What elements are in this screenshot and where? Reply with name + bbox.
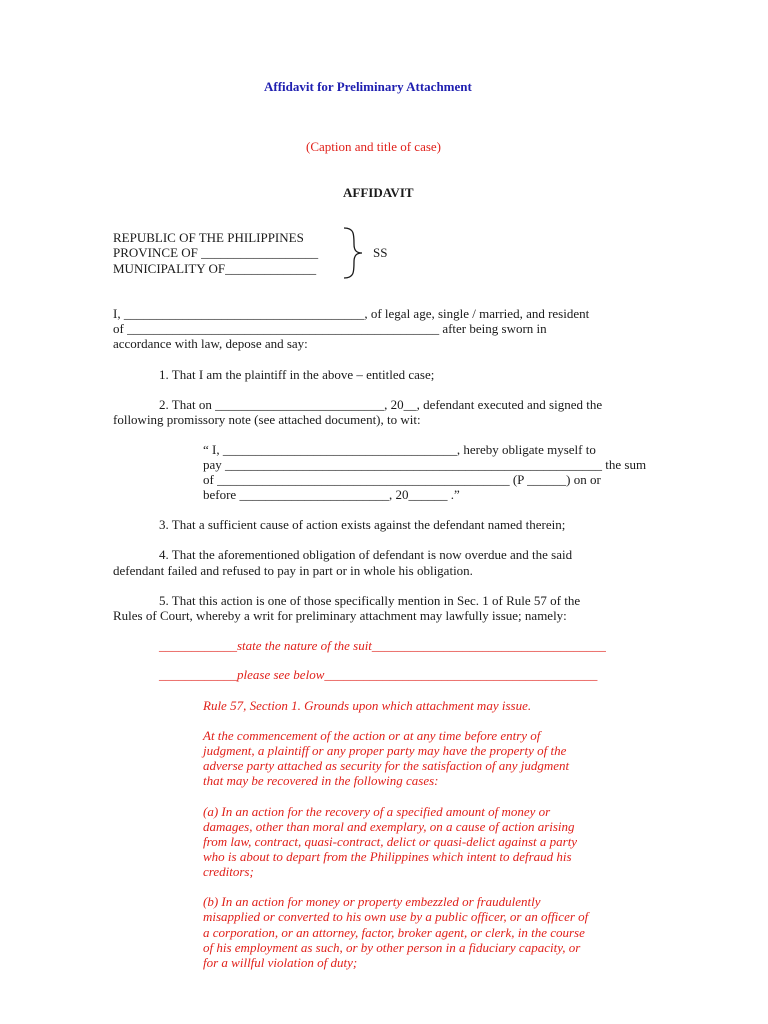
rule-para-b-line3: a corporation, or an attorney, factor, broker agent, or clerk, in the course: [203, 925, 585, 940]
venue-republic: REPUBLIC OF THE PHILIPPINES: [113, 230, 304, 245]
rule-para-b-line2: misapplied or converted to his own use by a public officer, or an officer of: [203, 909, 589, 924]
rule-para-a-line3: from law, contract, quasi-contract, delict or quasi-delict against a party: [203, 834, 578, 849]
rule-para1-line3: adverse party attached as security for the satisfaction of any judgment: [203, 758, 570, 773]
document-title: Affidavit for Preliminary Attachment: [264, 79, 472, 94]
item-4-line2: defendant failed and refused to pay in part or in whole his obligation.: [113, 563, 473, 578]
rule-para-a-line5: creditors;: [203, 864, 254, 879]
item-5-line2: Rules of Court, whereby a writ for preliminary attachment may lawfully issue; namely:: [113, 608, 567, 623]
caption-placeholder: (Caption and title of case): [306, 139, 442, 154]
item-2-line1: 2. That on __________________________, 20__, defendant executed and signed the: [159, 397, 603, 412]
note-line3: of _____________________________________________ (P ______) on or: [203, 472, 601, 487]
fill-line-nature: ____________state the nature of the suit____________________________________: [159, 638, 606, 653]
rule-para-a-line4: who is about to depart from the Philippines which intent to defraud his: [203, 849, 572, 864]
intro-name-blank: I, _____________________________________: [113, 306, 365, 321]
intro-line3: accordance with law, depose and say:: [113, 336, 308, 351]
item-3: 3. That a sufficient cause of action exists against the defendant named therein;: [159, 517, 566, 532]
venue-brace-icon: [340, 226, 364, 280]
rule-heading: Rule 57, Section 1. Grounds upon which attachment may issue.: [203, 698, 532, 713]
venue-ss: SS: [373, 245, 388, 260]
item-2-line2: following promissory note (see attached document), to wit:: [113, 412, 421, 427]
rule-para-b-line1: (b) In an action for money or property embezzled or fraudulently: [203, 894, 541, 909]
venue-municipality: MUNICIPALITY OF______________: [113, 261, 317, 276]
note-line1: “ I, ____________________________________, hereby obligate myself to: [203, 442, 596, 457]
rule-para-b-line5: for a willful violation of duty;: [203, 955, 358, 970]
rule-para1-line4: that may be recovered in the following cases:: [203, 773, 439, 788]
intro-line1-rest: , of legal age, single / married, and resident: [364, 306, 590, 321]
affidavit-heading: AFFIDAVIT: [343, 185, 414, 200]
rule-para1-line1: At the commencement of the action or at any time before entry of: [203, 728, 541, 743]
note-line4: before _______________________, 20______ .”: [203, 487, 460, 502]
item-5-line1: 5. That this action is one of those specifically mention in Sec. 1 of Rule 57 of the: [159, 593, 581, 608]
rule-para-a-line1: (a) In an action for the recovery of a specified amount of money or: [203, 804, 551, 819]
rule-para1-line2: judgment, a plaintiff or any proper party may have the property of the: [203, 743, 567, 758]
intro-line2: of ________________________________________________ after being sworn in: [113, 321, 547, 336]
rule-para-a-line2: damages, other than moral and exemplary, on a cause of action arising: [203, 819, 575, 834]
item-1: 1. That I am the plaintiff in the above – entitled case;: [159, 367, 435, 382]
item-4-line1: 4. That the aforementioned obligation of defendant is now overdue and the said: [159, 547, 573, 562]
rule-para-b-line4: of his employment as such, or by other person in a fiduciary capacity, or: [203, 940, 581, 955]
fill-line-see-below: ____________please see below__________________________________________: [159, 667, 598, 682]
note-line2: pay __________________________________________________________ the sum: [203, 457, 647, 472]
venue-province: PROVINCE OF __________________: [113, 245, 319, 260]
intro-line1: [113, 306, 589, 321]
